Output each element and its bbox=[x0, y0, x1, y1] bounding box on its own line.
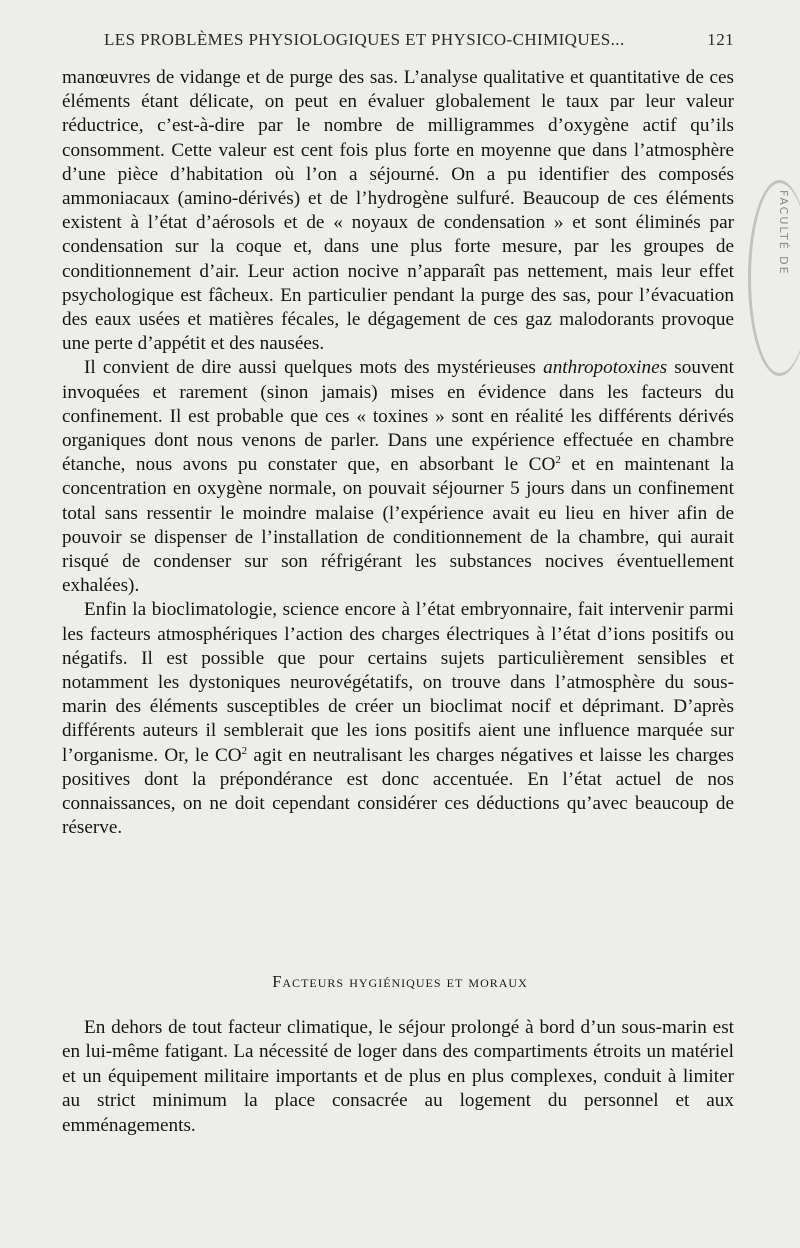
paragraph-2 bbox=[62, 356, 734, 598]
paragraph-2-text-a: Il convient de dire aussi quelques mots des mystérieuses bbox=[84, 357, 544, 379]
main-text bbox=[62, 66, 734, 841]
running-title: LES PROBLÈMES PHYSIOLOGIQUES ET PHYSICO-CHIMIQUES... bbox=[104, 30, 625, 49]
paragraph-3-superscript: 2 bbox=[241, 744, 248, 757]
page-number: 121 bbox=[707, 30, 734, 49]
library-stamp-text: FACULTÉ DE bbox=[777, 190, 790, 276]
paragraph-1: manœuvres de vidange et de purge des sas. L’analyse qualitative et quantitative de ces éléments étant délicate, on peut en évaluer globalement le taux par leur valeur réductrice, c’est-à-dire par le nombre de milligrammes d’oxygène actif qu’ils consomment. Cette valeur est cent fois plus forte en moyenne que dans l’atmosphère d’une pièce d’habitation où l’on a séjourné. On a pu identifier des composés ammoniacaux (amino-dérivés) et de l’hydrogène sulfuré. Beaucoup de ces éléments existent à l’état d’aérosols et de « noyaux de condensation » et sont éliminés par condensation sur la coque et, dans une plus forte mesure, par les groupes de conditionnement d’air. Leur action nocive n’apparaît pas nettement, mais leur effet psychologique est fâcheux. En particulier pendant la purge des sas, pour l’évacuation des eaux usées et matières fécales, le dégagement de ces gaz malodorants provoque une perte d’appétit et des nausées. bbox=[62, 67, 734, 355]
paragraph-2-text-c: et en maintenant la concentration en oxygène normale, on pouvait séjourner 5 jours dans un confinement total sans ressentir le moindre malaise (l’expérience avait eu lieu en hiver afin de pouvoir se dispenser de l’installation de conditionnement de la chambre, qui aurait risqué de condenser sur son réfrigérant les substances nocives éventuellement exhalées). bbox=[62, 454, 735, 597]
paragraph-3-text-b: agit en neutralisant les charges négatives et laisse les charges positives dont la prépondérance est donc accentuée. En l’état actuel de nos connaissances, on ne doit cependant considérer ces déductions qu’avec beaucoup de réserve. bbox=[62, 744, 734, 839]
paragraph-2-superscript: 2 bbox=[555, 454, 561, 467]
paragraph-3-text-a: Enfin la bioclimatologie, science encore à l’état embryonnaire, fait intervenir parmi les facteurs atmosphériques l’action des charges électriques à l’état d’ions positifs ou négatifs. Il est possible que pour certains sujets particulièrement sensibles et notamment les dystoniques neurovégétatifs, on trouve dans l’atmosphère du sous-marin des éléments susceptibles de créer un bioclimat nocif et déprimant. D’après différents auteurs il semblerait que les ions positifs aient une influence marquée sur l’organisme. Or, le CO bbox=[62, 599, 734, 766]
section-heading: Facteurs hygiéniques et moraux bbox=[272, 972, 528, 991]
paragraph-2-emphasis: anthropotoxines bbox=[543, 357, 668, 379]
section-text bbox=[62, 1016, 734, 1138]
section-paragraph-1: En dehors de tout facteur climatique, le séjour prolongé à bord d’un sous-marin est en lui-même fatigant. La nécessité de loger dans des compartiments étroits un matériel et un équipement militaire importants et de plus en plus complexes, conduit à limiter au strict minimum la place consacrée au logement du personnel et aux emménagements. bbox=[62, 1017, 734, 1136]
paragraph-3 bbox=[62, 598, 734, 840]
paragraph-2-text-b: souvent invoquées et rarement (sinon jamais) mises en évidence dans les facteurs du confinement. Il est probable que ces « toxines » sont en réalité les différents dérivés organiques dont nous venons de parler. Dans une expérience effectuée en chambre étanche, nous avons pu constater que, en absorbant le CO bbox=[62, 357, 734, 476]
